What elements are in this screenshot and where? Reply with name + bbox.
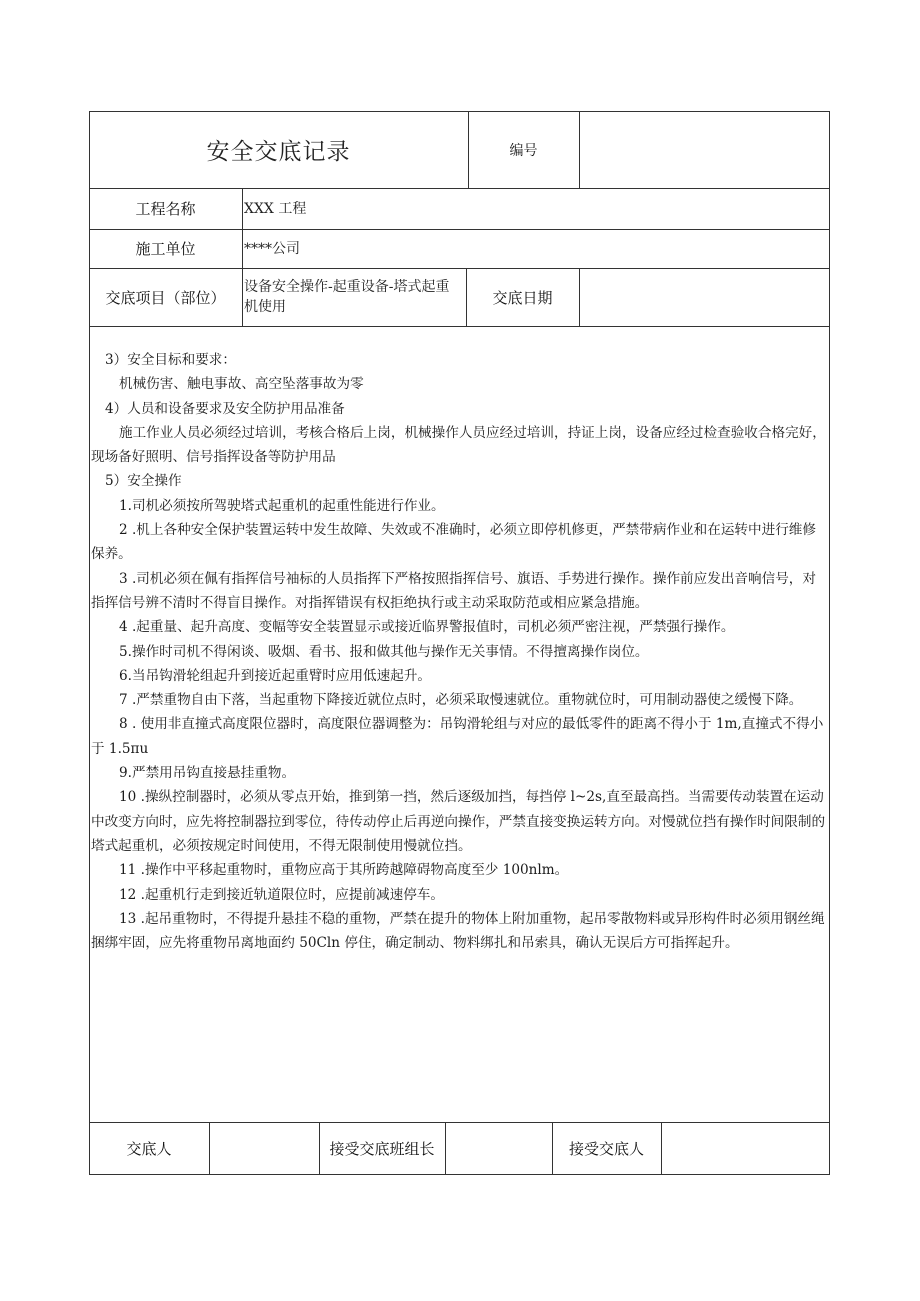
list-item: 5.操作时司机不得闲谈、吸烟、看书、报和做其他与操作无关事情。不得擅离操作岗位。: [119, 643, 649, 660]
document-title: 安全交底记录: [206, 139, 351, 165]
section-3-title: 3）安全目标和要求：: [105, 352, 236, 368]
row-divider: [89, 326, 830, 327]
list-item: 8 . 使用非直撞式高度限位器时，高度限位器调整为：吊钩滑轮组与对应的最低零件的距离不得小于 1m,直撞式不得小于 1.5πu: [91, 716, 824, 757]
disclosure-item-value[interactable]: 设备安全操作-起重设备-塔式起重机使用: [244, 279, 450, 315]
section-5-title: 5）安全操作: [105, 473, 182, 490]
discloser-label: 交底人: [126, 1140, 172, 1158]
receiver-label: 接受交底人: [568, 1140, 644, 1158]
disclosure-date-label: 交底日期: [492, 288, 553, 307]
list-item: 2 .机上各种安全保护装置运转中发生故障、失效或不准确时，必须立即停机修更，严禁带病作业和在运转中进行维修保养。: [91, 522, 816, 563]
construction-unit-label: 施工单位: [135, 240, 196, 258]
col-divider: [242, 188, 243, 326]
list-item: 10 .操纵控制器时，必须从零点开始，推到第一挡，然后逐级加挡，每挡停 l~2s,直至最高挡。当需要传动装置在运动中改变方向时，应先将控制器拉到零位，待传动停止后再逆向操作，严禁直接变换运转方向。对慢就位挡有操作时间限制的塔式起重机，必须按规定时间使用，不得无限制使用慢就位挡。: [91, 789, 826, 854]
disclosure-item-label: 交底项目（部位）: [105, 288, 226, 307]
list-item: 12 .起重机行走到接近轨道限位时，应提前减速停车。: [119, 886, 445, 903]
disclosure-date-field[interactable]: [579, 268, 830, 326]
list-item: 6.当吊钩滑轮组起升到接近起重臂时应用低速起升。: [119, 667, 432, 684]
list-item: 1.司机必须按所驾驶塔式起重机的起重性能进行作业。: [119, 497, 445, 514]
section-4-text: 施工作业人员必须经过培训，考核合格后上岗，机械操作人员应经过培训，持证上岗，设备应经过检查验收合格完好，现场备好照明、信号指挥设备等防护用品: [91, 424, 826, 466]
list-item: 7 .严禁重物自由下落，当起重物下降接近就位点时，必须采取慢速就位。重物就位时，可用制动器使之缓慢下降。: [119, 692, 803, 709]
list-item: 3 .司机必须在佩有指挥信号袖标的人员指挥下严格按照指挥信号、旗语、手势进行操作。操作前应发出音响信号，对指挥信号辨不清时不得盲目操作。对指挥错误有权拒绝执行或主动采取防范或相应紧急措施。: [91, 570, 816, 611]
section-3-text: 机械伤害、触电事故、高空坠落事故为零: [119, 376, 364, 393]
project-name-value[interactable]: XXX 工程: [244, 200, 307, 217]
team-leader-label: 接受交底班组长: [329, 1140, 435, 1158]
section-4-title: 4）人员和设备要求及安全防护用品准备: [105, 400, 345, 417]
discloser-signature-field[interactable]: [209, 1122, 319, 1175]
list-item: 11 .操作中平移起重物时，重物应高于其所跨越障碍物高度至少 100nlm。: [119, 862, 569, 879]
disclosure-content: [89, 348, 830, 955]
receiver-signature-field[interactable]: [661, 1122, 830, 1175]
list-item: 4 .起重量、起升高度、变幅等安全装置显示或接近临界警报值时，司机必须严密注视，严禁强行操作。: [119, 619, 735, 636]
number-label: 编号: [509, 142, 538, 159]
list-item: 13 .起吊重物时，不得提升悬挂不稳的重物，严禁在提升的物体上附加重物，起吊零散物料或异形构件时必须用钢丝绳捆绑牢固，应先将重物吊离地面约 50Cln 停住，确定制动、物料绑扎和吊索具，确认无误后方可指挥起升。: [91, 910, 825, 952]
project-name-label: 工程名称: [135, 200, 196, 218]
list-item: 9.严禁用吊钩直接悬挂重物。: [119, 765, 296, 782]
construction-unit-value[interactable]: ****公司: [244, 240, 300, 257]
team-leader-signature-field[interactable]: [445, 1122, 552, 1175]
number-field[interactable]: [579, 111, 830, 188]
